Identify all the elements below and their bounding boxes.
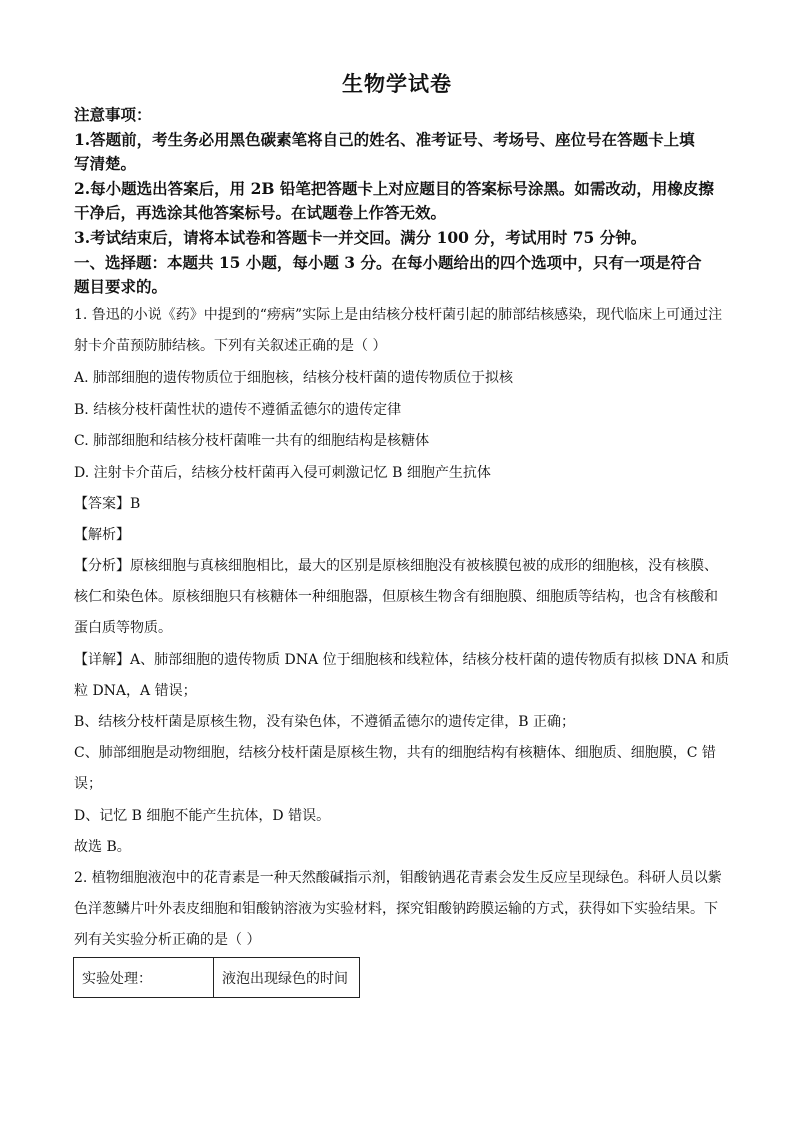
q1-option-d: D. 注射卡介苗后，结核分枝杆菌再入侵可刺激记忆 B 细胞产生抗体	[74, 465, 491, 481]
notice-item-2: 2.每小题选出答案后，用 2B 铅笔把答题卡上对应题目的答案标号涂黑。如需改动，用橡皮擦	[74, 179, 714, 198]
q2-experiment-table	[73, 957, 360, 998]
q2-stem-cont-1: 色洋葱鳞片叶外表皮细胞和钼酸钠溶液为实验材料，探究钼酸钠跨膜运输的方式，获得如下实验结果。下	[74, 901, 718, 917]
q1-analysis-heading: 【解析】	[74, 527, 130, 543]
q1-answer: 【答案】B	[74, 496, 141, 512]
q1-xiangjie: 【详解】A、肺部细胞的遗传物质 DNA 位于细胞核和线粒体，结核分枝杆菌的遗传物质有拟核 DNA 和质	[74, 652, 730, 668]
page-title: 生物学试卷	[342, 71, 452, 96]
q1-stem-cont: 射卡介苗预防肺结核。下列有关叙述正确的是（ ）	[74, 338, 387, 354]
q1-explain-b: B、结核分枝杆菌是原核生物，没有染色体，不遵循孟德尔的遗传定律，B 正确；	[74, 714, 576, 730]
table-cell-treatment: 实验处理：	[74, 958, 214, 998]
notice-item-1: 1.答题前，考生务必用黑色碳素笔将自己的姓名、准考证号、考场号、座位号在答题卡上填	[74, 130, 695, 149]
q1-conclusion: 故选 B。	[74, 839, 131, 855]
q1-fenxi: 【分析】原核细胞与真核细胞相比，最大的区别是原核细胞没有被核膜包被的成形的细胞核，没有核膜、	[74, 558, 718, 574]
q1-option-b: B. 结核分枝杆菌性状的遗传不遵循孟德尔的遗传定律	[74, 402, 402, 418]
q2-stem-cont-2: 列有关实验分析正确的是（ ）	[74, 932, 261, 948]
q1-option-c: C. 肺部细胞和结核分枝杆菌唯一共有的细胞结构是核糖体	[74, 433, 430, 449]
q1-option-a: A. 肺部细胞的遗传物质位于细胞核，结核分枝杆菌的遗传物质位于拟核	[74, 370, 514, 386]
section-heading-cont: 题目要求的。	[74, 277, 168, 296]
q1-xiangjie-cont: 粒 DNA，A 错误；	[74, 683, 197, 699]
table-cell-green-time: 液泡出现绿色的时间	[214, 958, 360, 998]
notice-item-3: 3.考试结束后，请将本试卷和答题卡一并交回。满分 100 分，考试用时 75 分钟。	[74, 228, 647, 247]
section-heading: 一、选择题：本题共 15 小题，每小题 3 分。在每小题给出的四个选项中，只有一项是符合	[74, 253, 702, 272]
table-row	[74, 958, 360, 998]
q1-fenxi-cont-2: 蛋白质等物质。	[74, 620, 172, 636]
q1-explain-d: D、记忆 B 细胞不能产生抗体，D 错误。	[74, 808, 331, 824]
q2-stem: 2. 植物细胞液泡中的花青素是一种天然酸碱指示剂，钼酸钠遇花青素会发生反应呈现绿色。科研人员以紫	[74, 870, 722, 886]
q1-stem: 1. 鲁迅的小说《药》中提到的“痨病”实际上是由结核分枝杆菌引起的肺部结核感染，现代临床上可通过注	[74, 307, 723, 323]
notice-heading: 注意事项：	[74, 105, 152, 124]
notice-item-1-cont: 写清楚。	[74, 154, 137, 173]
q1-fenxi-cont-1: 核仁和染色体。原核细胞只有核糖体一种细胞器，但原核生物含有细胞膜、细胞质等结构，也含有核酸和	[74, 589, 718, 605]
q1-explain-c-cont: 误；	[74, 776, 102, 792]
notice-item-2-cont: 干净后，再选涂其他答案标号。在试题卷上作答无效。	[74, 203, 447, 222]
q1-explain-c: C、肺部细胞是动物细胞，结核分枝杆菌是原核生物，共有的细胞结构有核糖体、细胞质、细胞膜，C 错	[74, 745, 716, 761]
